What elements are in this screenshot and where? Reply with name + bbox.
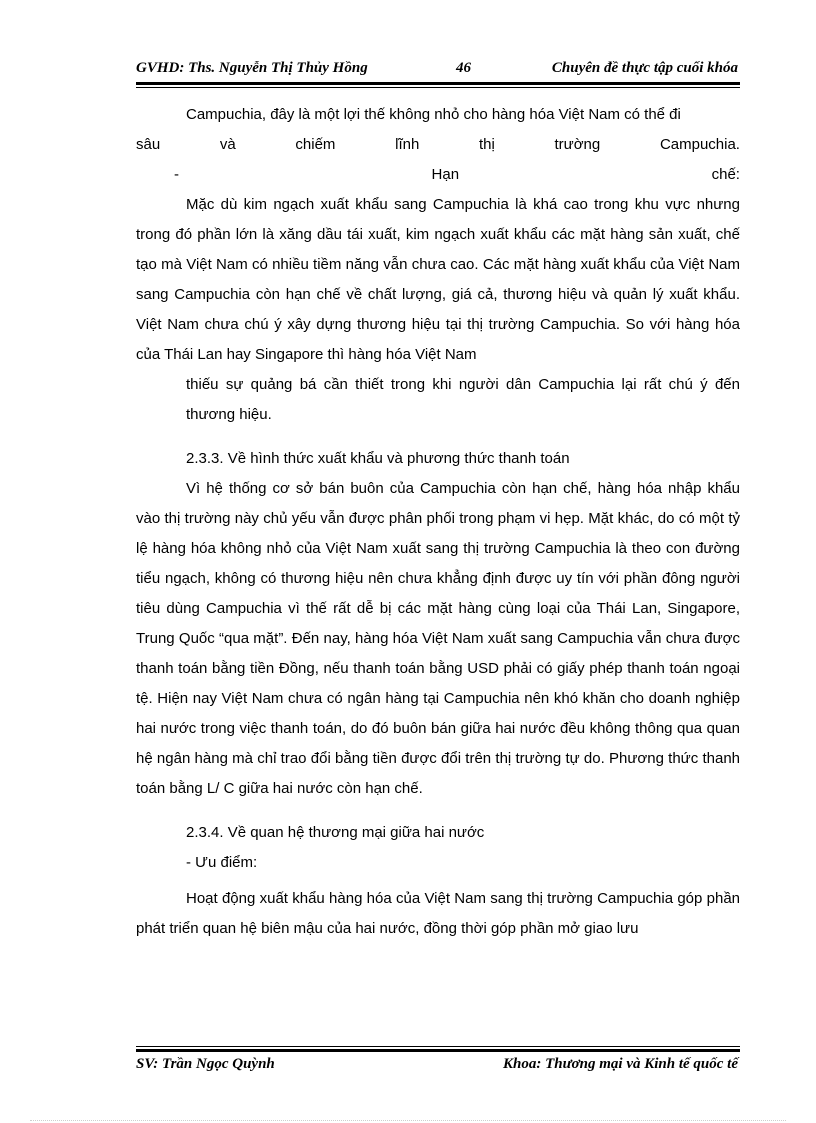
header-document-title: Chuyên đề thực tập cuối khóa [551,60,738,76]
word: Campuchia. [659,136,740,153]
page-number: 46 [456,60,471,76]
footer-rule-thick [136,1049,740,1052]
paragraph-limitation: Mặc dù kim ngạch xuất khẩu sang Campuchia là khá cao trong khu vực nhưng trong đó phần lớn là xăng dầu tái xuất, kim ngạch xuất khẩu các mặt hàng sản xuất, chế tạo mà Việt Nam có nhiều tiềm năng vẫn chưa cao. Các mặt hàng xuất khẩu của Việt Nam sang Campuchia còn hạn chế về chất lượng, giá cả, thương hiệu và quản lý xuất khẩu. Việt Nam chưa chú ý xây dựng thương hiệu tại thị trường Campuchia. So với hàng hóa của Thái Lan hay Singapore thì hàng hóa Việt Nam [136,196,740,363]
header-advisor: GVHD: Ths. Nguyễn Thị Thủy Hồng [136,60,368,76]
footer-rule-thin [136,1046,740,1047]
header-rule-thin [136,87,740,88]
word: trường [554,136,601,153]
page-edge-dotted-line [30,1120,786,1121]
word: sâu [136,136,161,153]
section-heading-2-3-3: 2.3.3. Về hình thức xuất khẩu và phương thức thanh toán [186,450,570,467]
paragraph-advantage-continued: Campuchia, đây là một lợi thế không nhỏ cho hàng hóa Việt Nam có thể đi [186,106,681,123]
section-heading-2-3-4: 2.3.4. Về quan hệ thương mại giữa hai nước [186,824,485,841]
paragraph-advantage-last-line [136,130,740,160]
limitation-dash: - [174,166,179,183]
paragraph-export-form: Vì hệ thống cơ sở bán buôn của Campuchia còn hạn chế, hàng hóa nhập khẩu vào thị trường này chủ yếu vẫn được phân phối trong phạm vi hẹp. Mặt khác, do có một tỷ lệ hàng hóa không nhỏ của Việt Nam xuất sang thị trường Campuchia là theo con đường tiểu ngạch, không có thương hiệu nên chưa khẳng định được uy tín với phần đông người tiêu dùng Campuchia vì thế rất dễ bị các mặt hàng cùng loại của Thái Lan, Singapore, Trung Quốc “qua mặt”. Đến nay, hàng hóa Việt Nam xuất sang Campuchia vẫn chưa được thanh toán bằng tiền Đồng, nếu thanh toán bằng USD phải có giấy phép thanh toán ngoại tệ. Hiện nay Việt Nam chưa có ngân hàng tại Campuchia nên khó khăn cho doanh nghiệp hai nước trong việc thanh toán, do đó buôn bán giữa hai nước đều không thông qua quan hệ ngân hàng mà chỉ trao đổi bằng tiền được đổi trên thị trường tự do. Phương thức thanh toán bằng L/ C giữa hai nước còn hạn chế. [136,480,740,797]
paragraph-limitation-continued [136,370,740,430]
header-rule-thick [136,82,740,85]
page-header [136,58,740,82]
paragraph-trade-relations: Hoạt động xuất khẩu hàng hóa của Việt Nam sang thị trường Campuchia góp phần phát triển quan hệ biên mậu của hai nước, đồng thời góp phần mở giao lưu [136,890,740,937]
spacer [136,804,740,818]
limitation-word-2: chế: [711,166,740,183]
footer-faculty: Khoa: Thương mại và Kinh tế quốc tế [503,1056,738,1072]
spacer [136,430,740,444]
page-footer [136,1054,740,1078]
advantage-label: - Ưu điểm: [186,854,258,871]
word: lĩnh [395,136,420,153]
word: chiếm [295,136,336,153]
document-body [136,100,740,944]
limitation-label [136,160,740,190]
word: thị [478,136,495,153]
limitation-word-1: Hạn [431,166,460,183]
paragraph-limitation-continued-text: thiếu sự quảng bá cần thiết trong khi người dân Campuchia lại rất chú ý đến thương hiệu. [186,376,740,423]
footer-student: SV: Trần Ngọc Quỳnh [136,1056,275,1072]
word: và [219,136,236,153]
